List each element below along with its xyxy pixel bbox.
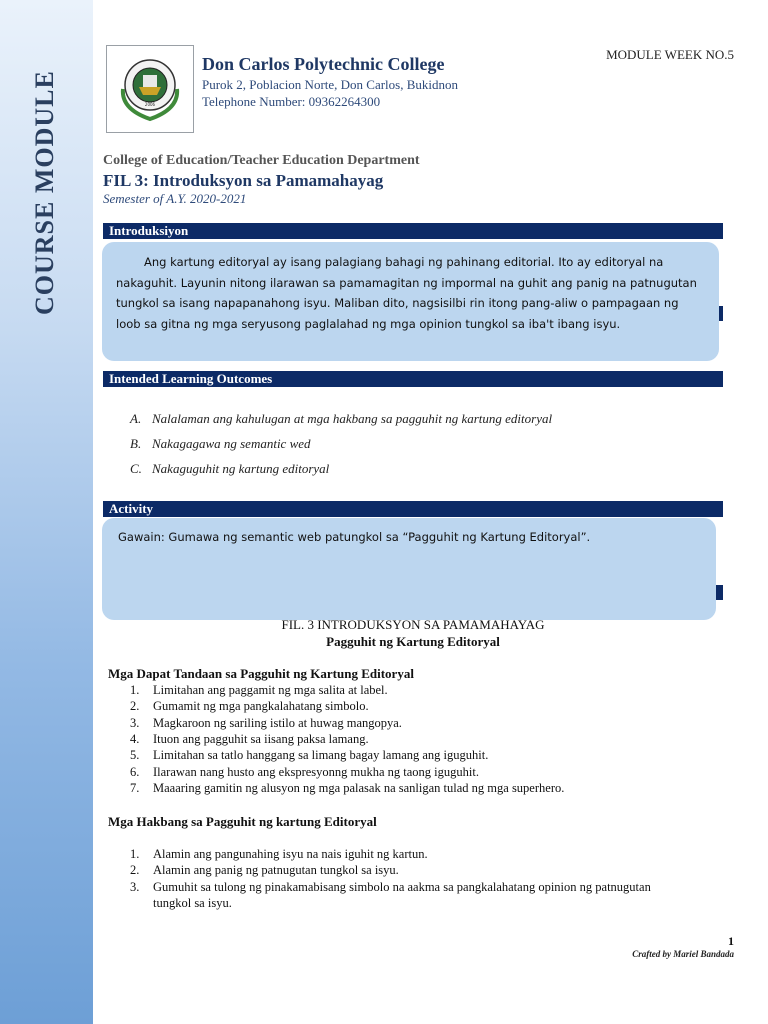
list-item: 2. Alamin ang panig ng patnugutan tungkol sa isyu. (130, 863, 399, 877)
college-telephone: Telephone Number: 09362264300 (202, 94, 381, 109)
sidebar-label (30, 40, 66, 340)
outcomes-heading: Intended Learning Outcomes (103, 371, 723, 387)
introduksiyon-heading: Introduksiyon (103, 223, 723, 239)
list-item: 5. Limitahan sa tatlo hanggang sa limang bagay lamang ang iguguhit. (130, 748, 489, 762)
course-title: FIL 3: Introduksyon sa Pamamahayag (103, 171, 384, 190)
lesson-topic: Pagguhit ng Kartung Editoryal (326, 634, 500, 649)
outcome-item: C. Nakaguguhit ng kartung editoryal (130, 461, 330, 476)
page-number: 1 (728, 934, 734, 948)
list-item: 2. Gumamit ng mga pangkalahatang simbolo. (130, 699, 369, 713)
list-item: 3. Gumuhit sa tulong ng pinakamabisang simbolo na aakma sa pangkalahatang opinion ng patnugutan (130, 880, 651, 894)
module-week: MODULE WEEK NO.5 (606, 47, 734, 62)
list-item: 1. Alamin ang pangunahing isyu na nais iguhit ng kartun. (130, 847, 428, 861)
list-item-continuation: tungkol sa isyu. (153, 896, 232, 910)
department: College of Education/Teacher Education Department (103, 153, 420, 168)
introduksiyon-box: Ang kartung editoryal ay isang palagiang bahagi ng pahinang editorial. Ito ay editoryal na nakaguhit. Layunin nitong ilarawan sa pamamagitan ng impormal na guhit ang panig na patnugutan tungkol sa isang napapanahong isyu. Maliban dito, nagsisilbi rin itong pang-aliw o pampagaan ng loob sa gitna ng mga seryusong paglalahad ng mga opinion tungkol sa iba't ibang isyu. (102, 242, 719, 361)
outcome-item: A. Nalalaman ang kahulugan at mga hakbang sa pagguhit ng kartung editoryal (130, 411, 553, 426)
hakbang-heading: Mga Hakbang sa Pagguhit ng kartung Editoryal (108, 814, 377, 829)
crafted-by: Crafted by Mariel Bandada (632, 949, 734, 959)
list-item: 4. Ituon ang pagguhit sa iisang paksa lamang. (130, 732, 369, 746)
college-address: Purok 2, Poblacion Norte, Don Carlos, Bukidnon (202, 77, 459, 92)
list-item: 7. Maaaring gamitin ng alusyon ng mga palasak na sanligan tulad ng mga superhero. (130, 781, 565, 795)
outcome-item: B. Nakagagawa ng semantic wed (130, 436, 311, 451)
activity-box: Gawain: Gumawa ng semantic web patungkol sa “Pagguhit ng Kartung Editoryal”. (102, 518, 716, 620)
course-module-label: COURSE MODULE (30, 70, 59, 315)
list-item: 3. Magkaroon ng sariling istilo at huwag mangopya. (130, 716, 402, 730)
college-name: Don Carlos Polytechnic College (202, 54, 445, 74)
list-item: 1. Limitahan ang paggamit ng mga salita at label. (130, 683, 388, 697)
activity-heading: Activity (103, 501, 723, 517)
lesson-course-heading: FIL. 3 INTRODUKSYON SA PAMAMAHAYAG (281, 617, 545, 632)
list-item: 6. Ilarawan nang husto ang ekspresyonng mukha ng taong iguguhit. (130, 765, 479, 779)
college-seal-icon (117, 55, 183, 123)
tandaan-heading: Mga Dapat Tandaan sa Pagguhit ng Kartung Editoryal (108, 666, 414, 681)
college-logo (106, 45, 194, 133)
semester: Semester of A.Y. 2020-2021 (103, 191, 247, 206)
svg-text:2006: 2006 (144, 102, 156, 107)
